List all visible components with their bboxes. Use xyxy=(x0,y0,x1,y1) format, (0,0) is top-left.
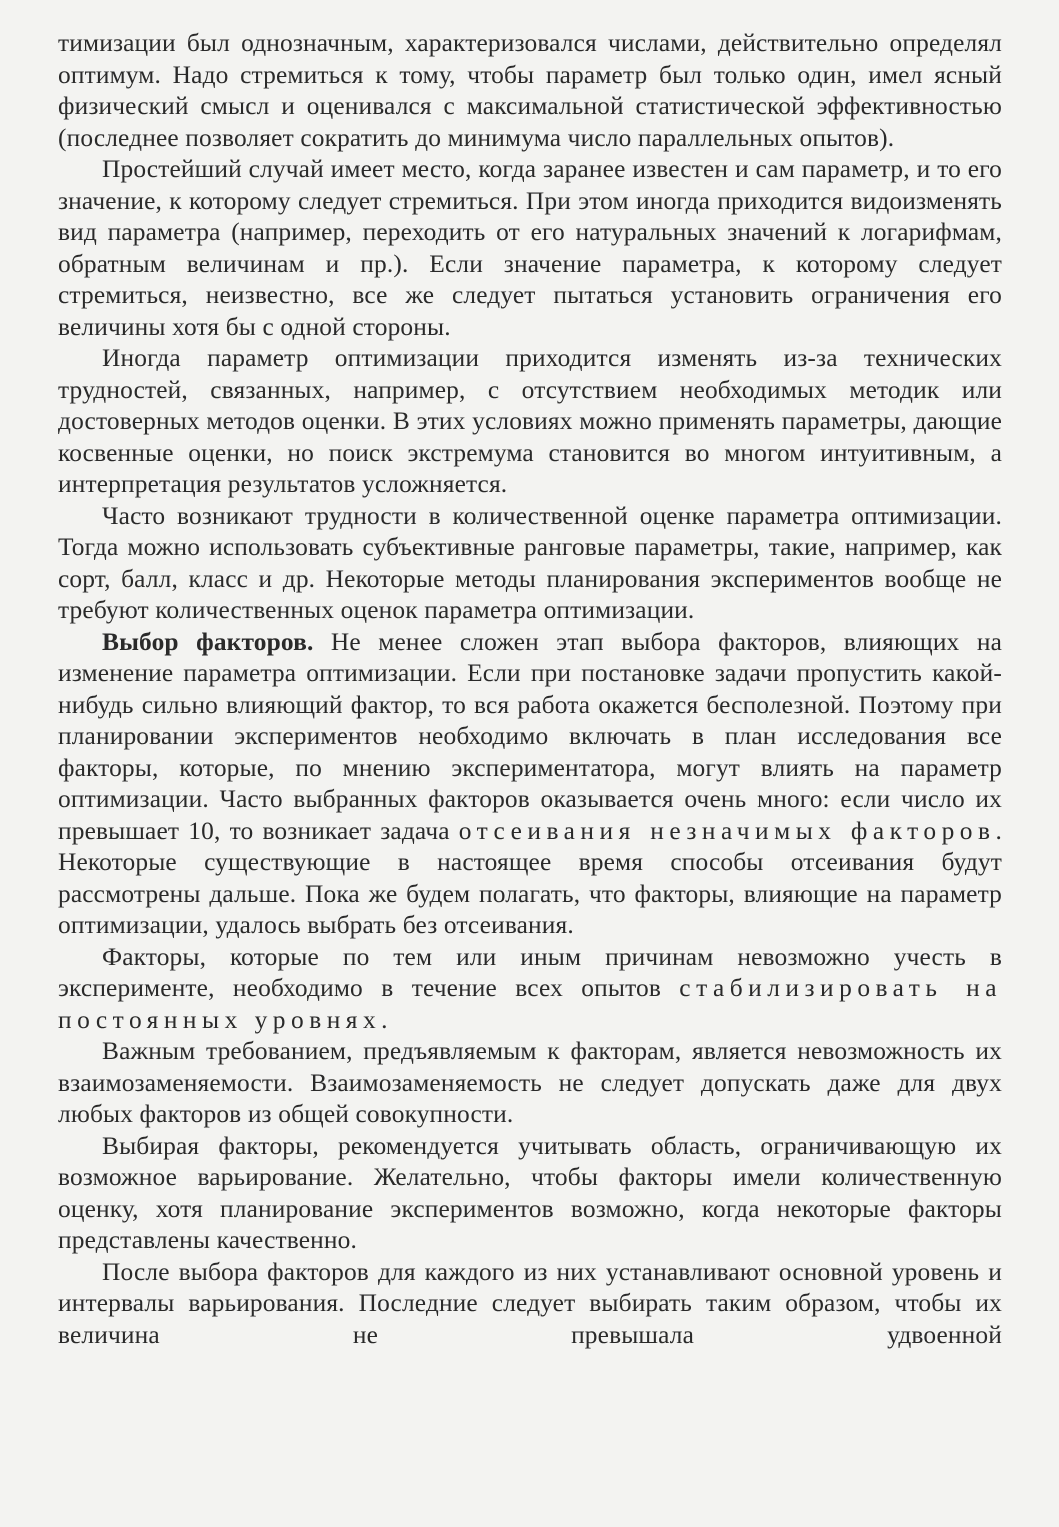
paragraph-1 xyxy=(58,28,1002,154)
paragraph-text: Факторы, которые по тем или иным причинам невозможно учесть в эксперименте, необходимо в течение всех опытов xyxy=(58,942,1002,1002)
paragraph-3 xyxy=(58,343,1002,501)
spaced-emphasis: отсеивания незначимых факторов xyxy=(458,816,996,845)
paragraph-6 xyxy=(58,942,1002,1037)
document-page xyxy=(58,28,1002,1508)
paragraph-7 xyxy=(58,1036,1002,1131)
spaced-emphasis: стабилизировать на постоянных уровнях xyxy=(58,974,1002,1034)
paragraph-2 xyxy=(58,154,1002,343)
paragraph-text: . Некоторые существующие в настоящее время способы отсеивания будут рассмотрены дальше. Пока же будем полагать, что факторы, влияющие на параметр оптимизации, удалось выбрать без отсеивания. xyxy=(58,816,1002,939)
paragraph-text: тимизации был однозначным, характеризовался числами, действительно определял оптимум. Надо стремиться к тому, чтобы параметр был только один, имел ясный физический смысл и оценивался с максимальной статистической эффективностью (последнее позволяет сократить до минимума число параллельных опытов). xyxy=(58,29,1002,152)
section-heading: Выбор факторов. xyxy=(102,627,314,656)
paragraph-9 xyxy=(58,1257,1002,1352)
paragraph-4 xyxy=(58,501,1002,627)
paragraph-text: Часто возникают трудности в количественной оценке параметра оптимизации. Тогда можно использовать субъективные ранговые параметры, такие, например, как сорт, балл, класс и др. Некоторые методы планирования экспериментов вообще не требуют количественных оценок параметра оптимизации. xyxy=(58,501,1002,624)
paragraph-text: Выбирая факторы, рекомендуется учитывать область, ограничивающую их возможное варьирование. Желательно, чтобы факторы имели количественную оценку, хотя планирование экспериментов возможно, когда некоторые факторы представлены качественно. xyxy=(58,1131,1002,1254)
paragraph-text: Важным требованием, предъявляемым к факторам, является невозможность их взаимозаменяемости. Взаимозаменяемость не следует допускать даже для двух любых факторов из общей совокупности. xyxy=(58,1037,1002,1128)
paragraph-text: Не менее сложен этап выбора факторов, влияющих на изменение параметра оптимизации. Если при постановке задачи пропустить какой-нибудь сильно влияющий фактор, то вся работа окажется бесполезной. Поэтому при планировании экспериментов необходимо включать в план исследования все факторы, которые, по мнению экспериментатора, могут влиять на параметр оптимизации. Часто выбранных факторов оказывается очень много: если число их превышает 10, то возникает задача xyxy=(58,627,1002,845)
paragraph-text: Простейший случай имеет место, когда заранее известен и сам параметр, и то его значение, к которому следует стремиться. При этом иногда приходится видоизменять вид параметра (например, переходить от его натуральных значений к логарифмам, обратным величинам и пр.). Если значение параметра, к которому следует стремиться, неизвестно, все же следует пытаться установить ограничения его величины хотя бы с одной стороны. xyxy=(58,155,1002,341)
paragraph-text: . xyxy=(381,1005,388,1034)
paragraph-text: После выбора факторов для каждого из них устанавливают основной уровень и интервалы варьирования. Последние следует выбирать таким образом, чтобы их величина не превышала удвоенной xyxy=(58,1257,1002,1349)
paragraph-text: Иногда параметр оптимизации приходится изменять из-за технических трудностей, связанных, например, с отсутствием необходимых методик или достоверных методов оценки. В этих условиях можно применять параметры, дающие косвенные оценки, но поиск экстремума становится во многом интуитивным, а интерпретация результатов усложняется. xyxy=(58,344,1002,498)
paragraph-8 xyxy=(58,1131,1002,1257)
paragraph-5 xyxy=(58,627,1002,942)
